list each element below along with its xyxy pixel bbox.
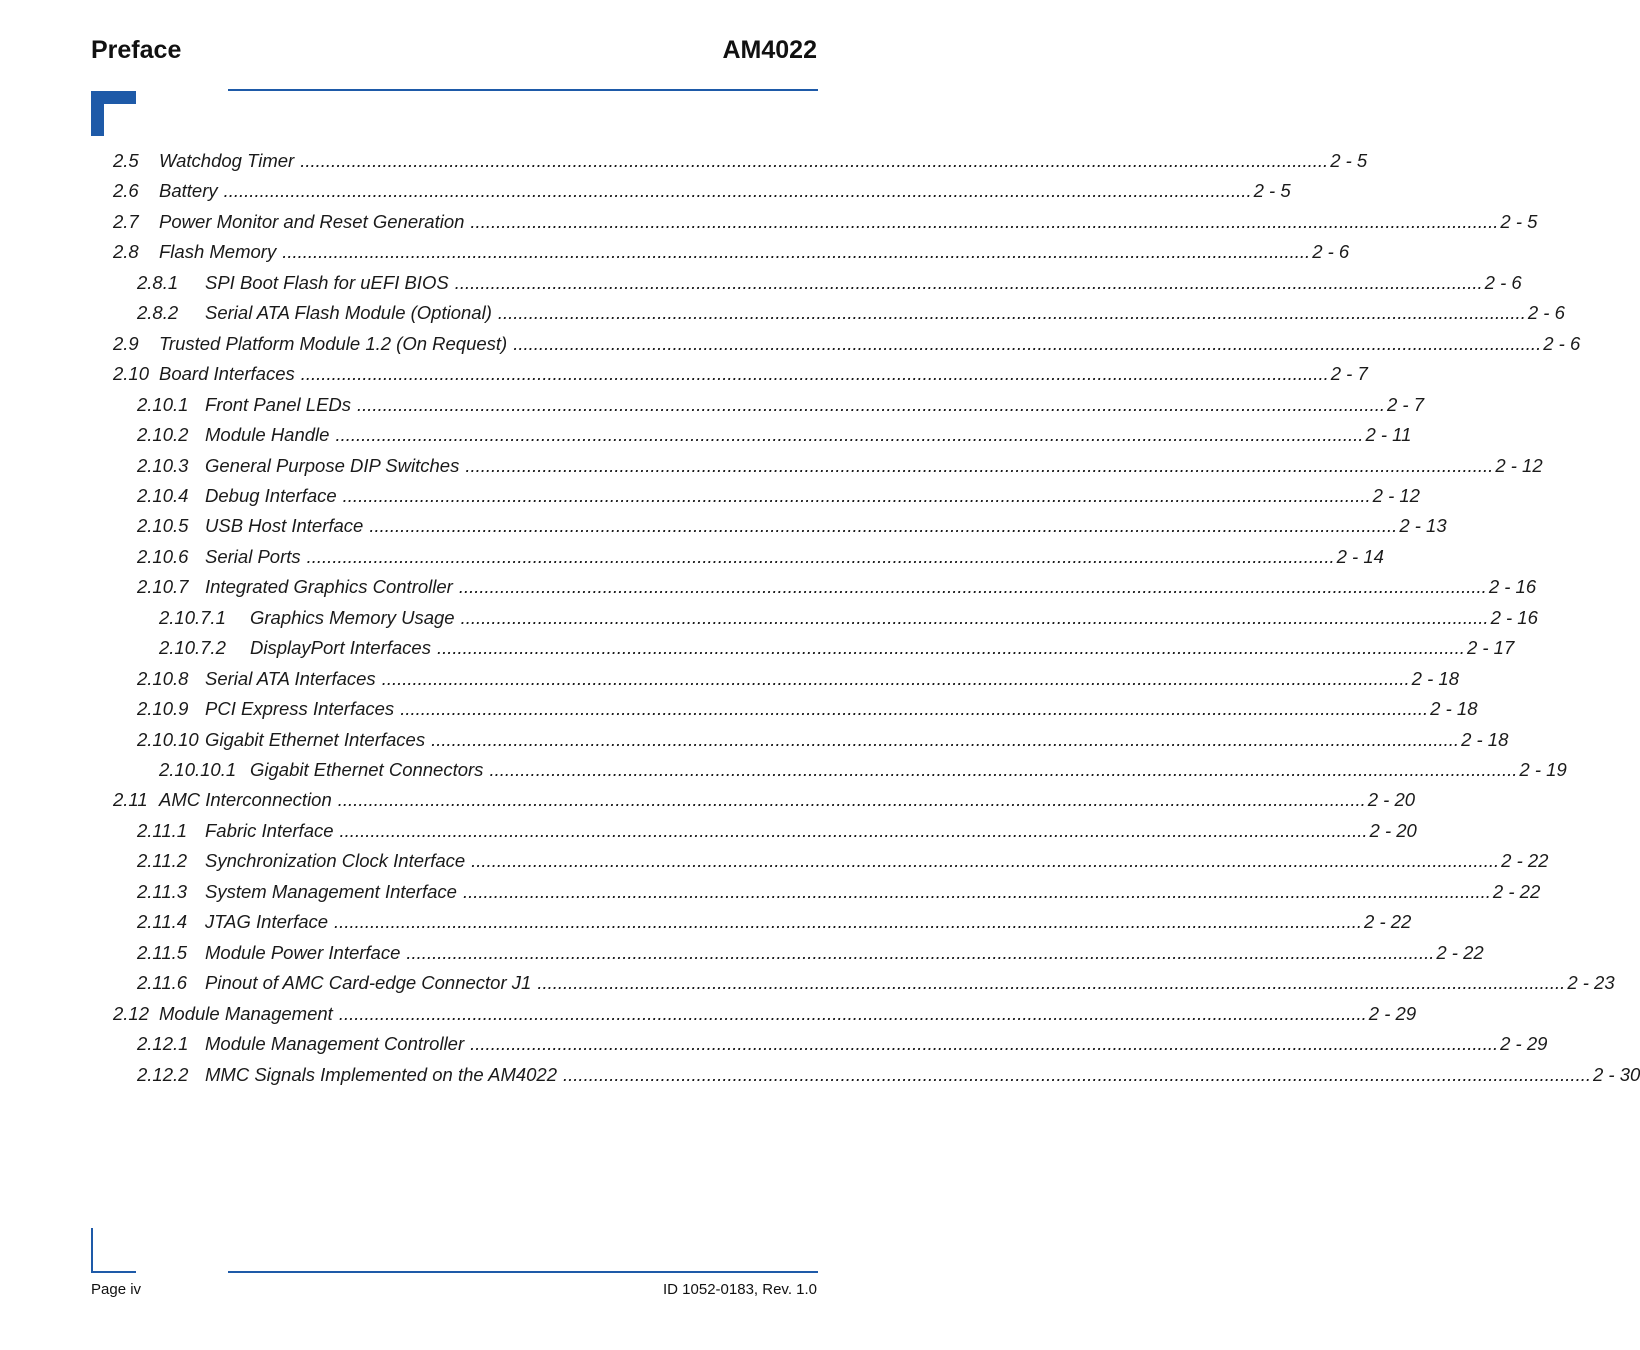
toc-entry-title: Battery [159,180,218,202]
toc-dot-leader: ........................................................................................................................................................................................................ [471,850,1500,872]
toc-entry-number: 2.5 [113,150,139,171]
toc-entry-number: 2.11.2 [137,850,188,872]
toc-entry-page: 2 - 5 [1253,180,1291,202]
toc-entry-page: 2 - 22 [1364,911,1412,933]
toc-entry[interactable] [113,789,1416,817]
toc-dot-leader: ........................................................................................................................................................................................................ [431,728,1460,750]
toc-entry-page: 2 - 29 [1500,1033,1548,1055]
toc-entry-page: 2 - 6 [1527,302,1565,324]
toc-dot-leader: ........................................................................................................................................................................................................ [465,454,1494,476]
toc-entry-number: 2.10.7.2 [159,637,226,659]
toc-entry-title: Front Panel LEDs [205,393,352,415]
toc-entry-number: 2.10.2 [137,424,189,446]
toc-dot-leader: ........................................................................................................................................................................................................ [563,1063,1591,1085]
toc-entry-number: 2.10.6 [137,545,189,567]
toc-entry-number: 2.10.7.1 [159,606,226,628]
toc-entry[interactable] [113,180,1291,208]
toc-entry-page: 2 - 20 [1367,789,1416,811]
toc-entry-title: Board Interfaces [159,363,295,385]
toc-dot-leader: ........................................................................................................................................................................................................ [369,515,1398,537]
toc-entry-title: DisplayPort Interfaces [250,637,431,659]
toc-dot-leader: ........................................................................................................................................................................................................ [513,332,1542,354]
toc-entry-page: 2 - 22 [1492,880,1541,902]
toc-entry-number: 2.10.7 [137,576,189,598]
toc-dot-leader: ........................................................................................................................................................................................................ [400,698,1429,720]
toc-entry-page: 2 - 16 [1488,576,1537,598]
toc-entry-page: 2 - 14 [1336,545,1384,567]
toc-dot-leader: ........................................................................................................................................................................................................ [357,393,1385,415]
toc-entry[interactable] [137,941,1484,970]
toc-entry-title: Module Power Interface [205,941,401,963]
toc-dot-leader: ........................................................................................................................................................................................................ [489,759,1518,780]
toc-entry-title: Trusted Platform Module 1.2 (On Request) [159,332,508,354]
toc-entry[interactable] [137,1033,1548,1061]
toc-entry-number: 2.9 [113,332,139,354]
toc-entry-title: Watchdog Timer [159,150,295,171]
header-section-title: Preface [91,36,182,64]
toc-entry-number: 2.11.6 [137,972,188,994]
toc-entry-number: 2.7 [113,210,139,232]
toc-dot-leader: ........................................................................................................................................................................................................ [470,210,1499,232]
toc-entry-number: 2.10.8 [137,667,189,689]
toc-dot-leader: ........................................................................................................................................................................................................ [381,667,1410,689]
toc-dot-leader: ........................................................................................................................................................................................................ [342,484,1371,506]
toc-entry-page: 2 - 22 [1501,850,1549,872]
toc-entry-title: Debug Interface [205,484,337,506]
toc-entry-title: Module Handle [205,424,330,446]
toc-entry-number: 2.8.1 [137,271,179,293]
toc-entry[interactable] [137,911,1412,939]
toc-dot-leader: ........................................................................................................................................................................................................ [462,880,1491,902]
toc-entry-page: 2 - 23 [1567,972,1615,994]
toc-dot-leader: ........................................................................................................................................................................................................ [282,241,1311,263]
toc-entry-title: Pinout of AMC Card-edge Connector J1 [205,972,532,994]
toc-entry[interactable] [137,424,1412,452]
toc-dot-leader: ........................................................................................................................................................................................................ [306,545,1335,567]
toc-dot-leader: ........................................................................................................................................................................................................ [223,180,1252,202]
corner-mark-top-horizontal [91,91,136,104]
toc-entry-page: 2 - 7 [1330,363,1368,385]
toc-entry-title: Synchronization Clock Interface [205,850,466,872]
toc-entry[interactable] [159,606,1538,635]
toc-entry[interactable] [137,972,1615,1000]
toc-entry-page: 2 - 6 [1543,332,1581,354]
toc-dot-leader: ........................................................................................................................................................................................................ [337,789,1366,811]
toc-entry[interactable] [137,484,1420,513]
toc-entry[interactable] [137,880,1541,909]
toc-entry-number: 2.10.3 [137,454,189,476]
toc-entry-page: 2 - 20 [1369,819,1417,841]
toc-entry-title: MMC Signals Implemented on the AM4022 [205,1063,558,1085]
toc-entry[interactable] [137,667,1459,696]
toc-entry-number: 2.10.1 [137,393,189,415]
toc-entry-number: 2.11.4 [137,911,188,933]
toc-entry-page: 2 - 18 [1430,698,1478,720]
toc-entry-number: 2.11.1 [137,819,188,841]
toc-entry-page: 2 - 29 [1368,1002,1417,1024]
toc-entry[interactable] [137,393,1425,422]
toc-entry[interactable] [137,454,1543,483]
toc-entry-title: SPI Boot Flash for uEFI BIOS [205,271,449,293]
toc-dot-leader: ........................................................................................................................................................................................................ [470,1033,1499,1055]
toc-entry-title: Serial ATA Interfaces [205,667,376,689]
toc-dot-leader: ........................................................................................................................................................................................................ [454,271,1483,293]
toc-dot-leader: ........................................................................................................................................................................................................ [537,972,1566,994]
toc-entry-number: 2.10.9 [137,698,189,720]
toc-entry-page: 2 - 12 [1372,484,1420,506]
header-rule [228,89,818,91]
toc-entry[interactable] [137,271,1522,300]
toc-dot-leader: ........................................................................................................................................................................................................ [436,637,1465,659]
toc-entry[interactable] [113,210,1538,239]
toc-entry-title: Flash Memory [159,241,277,263]
toc-entry-title: Power Monitor and Reset Generation [159,210,465,232]
toc-entry-number: 2.12.2 [137,1063,189,1085]
toc-entry-title: Module Management Controller [205,1033,465,1055]
toc-entry-title: PCI Express Interfaces [205,698,395,720]
toc-entry-page: 2 - 6 [1312,241,1350,263]
toc-dot-leader: ........................................................................................................................................................................................................ [460,606,1489,628]
toc-entry-page: 2 - 13 [1399,515,1447,537]
toc-entry[interactable] [113,1002,1417,1031]
toc-entry-number: 2.10.5 [137,515,189,537]
toc-entry-page: 2 - 22 [1436,941,1484,963]
toc-entry[interactable] [137,515,1447,543]
toc-entry[interactable] [113,332,1581,361]
toc-entry-title: AMC Interconnection [159,789,332,811]
toc-entry-page: 2 - 7 [1387,393,1425,415]
toc-entry[interactable] [113,241,1350,269]
toc-entry-page: 2 - 5 [1330,150,1368,171]
toc-entry[interactable] [137,576,1537,604]
toc-entry[interactable] [159,637,1515,665]
toc-entry[interactable] [137,545,1384,574]
toc-entry-page: 2 - 6 [1484,271,1522,293]
toc-entry-number: 2.6 [113,180,139,202]
corner-mark-bottom-horizontal [91,1271,136,1273]
toc-entry-title: System Management Interface [205,880,457,902]
toc-entry-title: Integrated Graphics Controller [205,576,453,598]
toc-entry[interactable] [137,819,1417,848]
toc-entry-number: 2.8 [113,241,139,263]
toc-entry-title: Gigabit Ethernet Connectors [250,759,484,780]
toc-entry[interactable] [113,363,1368,391]
toc-entry-page: 2 - 17 [1466,637,1515,659]
toc-entry[interactable] [159,759,1567,787]
toc-entry-number: 2.12 [113,1002,150,1024]
header-product-name: AM4022 [722,36,817,64]
toc-entry-title: USB Host Interface [205,515,364,537]
corner-mark-bottom-vertical [91,1228,93,1273]
toc-dot-leader: ........................................................................................................................................................................................................ [300,363,1329,385]
toc-entry-number: 2.10.10.1 [159,759,237,780]
footer-rule [228,1271,818,1273]
toc-entry[interactable] [137,302,1565,330]
toc-entry-page: 2 - 11 [1365,424,1412,446]
toc-entry[interactable] [137,698,1478,726]
toc-dot-leader: ........................................................................................................................................................................................................ [338,1002,1367,1024]
toc-entry-page: 2 - 16 [1490,606,1538,628]
toc-entry-number: 2.11.3 [137,880,188,902]
toc-dot-leader: ........................................................................................................................................................................................................ [300,150,1329,171]
toc-entry[interactable] [137,728,1509,757]
toc-entry-number: 2.10 [113,363,150,385]
toc-entry-title: Gigabit Ethernet Interfaces [205,728,426,750]
toc-entry-number: 2.10.4 [137,484,189,506]
toc-entry-page: 2 - 18 [1461,728,1509,750]
toc-entry[interactable] [113,150,1368,178]
toc-entry[interactable] [137,1063,1640,1092]
toc-entry[interactable] [137,850,1549,878]
toc-entry-page: 2 - 5 [1500,210,1538,232]
toc-entry-number: 2.10.10 [137,728,199,750]
toc-dot-leader: ........................................................................................................................................................................................................ [339,819,1368,841]
toc-dot-leader: ........................................................................................................................................................................................................ [334,911,1363,933]
toc-entry-number: 2.11.5 [137,941,188,963]
toc-entry-number: 2.11 [113,789,148,811]
toc-dot-leader: ........................................................................................................................................................................................................ [335,424,1364,446]
toc-entry-page: 2 - 30 [1593,1063,1640,1085]
toc-dot-leader: ........................................................................................................................................................................................................ [458,576,1487,598]
toc-entry-title: Module Management [159,1002,333,1024]
footer-page-number: Page iv [91,1281,142,1298]
toc-entry-title: Serial Ports [205,545,301,567]
toc-entry-title: Fabric Interface [205,819,334,841]
toc-dot-leader: ........................................................................................................................................................................................................ [406,941,1435,963]
toc-entry-title: Graphics Memory Usage [250,606,455,628]
toc-entry-title: General Purpose DIP Switches [205,454,460,476]
toc-entry-page: 2 - 18 [1411,667,1459,689]
toc-dot-leader: ........................................................................................................................................................................................................ [497,302,1526,324]
toc-entry-title: Serial ATA Flash Module (Optional) [205,302,492,324]
toc-entry-page: 2 - 19 [1519,759,1567,780]
toc-entry-number: 2.12.1 [137,1033,189,1055]
toc-entry-title: JTAG Interface [205,911,329,933]
toc-entry-number: 2.8.2 [137,302,179,324]
footer-document-id: ID 1052-0183, Rev. 1.0 [663,1281,817,1298]
toc-entry-page: 2 - 12 [1495,454,1543,476]
